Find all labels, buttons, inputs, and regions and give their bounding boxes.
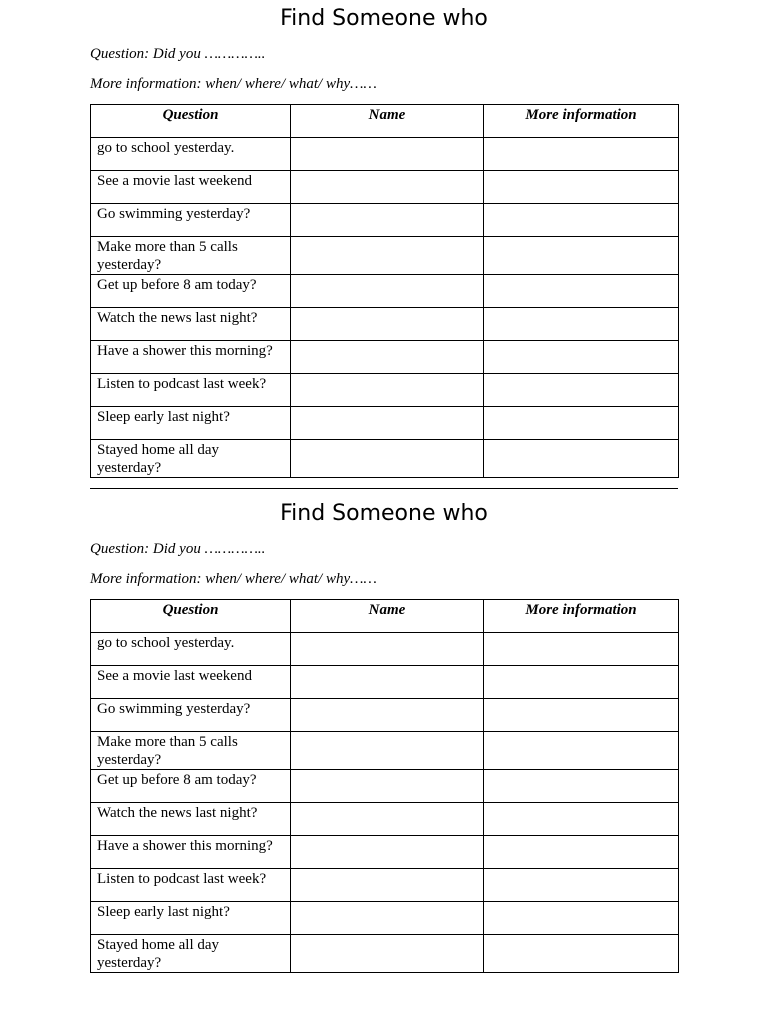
name-cell[interactable] — [291, 237, 484, 275]
question-cell: Listen to podcast last week? — [91, 374, 291, 407]
table-row — [91, 237, 679, 275]
name-cell[interactable] — [291, 935, 484, 973]
name-cell[interactable] — [291, 138, 484, 171]
column-header-more-information: More information — [484, 105, 679, 138]
more-information-cell[interactable] — [484, 902, 679, 935]
more-information-cell[interactable] — [484, 732, 679, 770]
more-information-cell[interactable] — [484, 308, 679, 341]
name-cell[interactable] — [291, 869, 484, 902]
find-someone-table — [90, 599, 679, 973]
more-information-cell[interactable] — [484, 171, 679, 204]
more-information-cell[interactable] — [484, 770, 679, 803]
question-cell: Watch the news last night? — [91, 803, 291, 836]
table-row — [91, 341, 679, 374]
more-information-cell[interactable] — [484, 869, 679, 902]
column-header-name: Name — [291, 600, 484, 633]
name-cell[interactable] — [291, 171, 484, 204]
question-cell: Make more than 5 calls yesterday? — [91, 732, 291, 770]
name-cell[interactable] — [291, 407, 484, 440]
table-header-row — [91, 105, 679, 138]
table-row — [91, 666, 679, 699]
more-information-cell[interactable] — [484, 633, 679, 666]
table-row — [91, 138, 679, 171]
more-information-cell[interactable] — [484, 204, 679, 237]
table-row — [91, 204, 679, 237]
table-row — [91, 732, 679, 770]
question-cell: See a movie last weekend — [91, 171, 291, 204]
table-row — [91, 935, 679, 973]
name-cell[interactable] — [291, 341, 484, 374]
table-row — [91, 171, 679, 204]
column-header-name: Name — [291, 105, 484, 138]
table-row — [91, 275, 679, 308]
table-header-row — [91, 600, 679, 633]
table-row — [91, 803, 679, 836]
question-instruction: Question: Did you ………….. — [90, 541, 266, 557]
table-row — [91, 699, 679, 732]
name-cell[interactable] — [291, 308, 484, 341]
table-row — [91, 902, 679, 935]
find-someone-table — [90, 104, 679, 478]
question-cell: Get up before 8 am today? — [91, 770, 291, 803]
name-cell[interactable] — [291, 633, 484, 666]
table-row — [91, 836, 679, 869]
more-information-cell[interactable] — [484, 699, 679, 732]
table-row — [91, 869, 679, 902]
question-cell: Make more than 5 calls yesterday? — [91, 237, 291, 275]
table-row — [91, 633, 679, 666]
name-cell[interactable] — [291, 902, 484, 935]
question-cell: See a movie last weekend — [91, 666, 291, 699]
column-header-more-information: More information — [484, 600, 679, 633]
more-information-cell[interactable] — [484, 237, 679, 275]
question-cell: Watch the news last night? — [91, 308, 291, 341]
name-cell[interactable] — [291, 803, 484, 836]
more-info-instruction: More information: when/ where/ what/ why…… — [90, 76, 377, 92]
name-cell[interactable] — [291, 440, 484, 478]
more-information-cell[interactable] — [484, 836, 679, 869]
question-cell: Get up before 8 am today? — [91, 275, 291, 308]
more-information-cell[interactable] — [484, 440, 679, 478]
name-cell[interactable] — [291, 699, 484, 732]
table-row — [91, 440, 679, 478]
question-cell: Have a shower this morning? — [91, 836, 291, 869]
page-title: Find Someone who — [280, 6, 488, 31]
name-cell[interactable] — [291, 275, 484, 308]
question-cell: Listen to podcast last week? — [91, 869, 291, 902]
question-cell: Have a shower this morning? — [91, 341, 291, 374]
more-information-cell[interactable] — [484, 138, 679, 171]
table-row — [91, 407, 679, 440]
more-information-cell[interactable] — [484, 341, 679, 374]
question-cell: Go swimming yesterday? — [91, 699, 291, 732]
name-cell[interactable] — [291, 836, 484, 869]
more-info-instruction: More information: when/ where/ what/ why…… — [90, 571, 377, 587]
more-information-cell[interactable] — [484, 666, 679, 699]
name-cell[interactable] — [291, 770, 484, 803]
name-cell[interactable] — [291, 732, 484, 770]
more-information-cell[interactable] — [484, 374, 679, 407]
question-cell: go to school yesterday. — [91, 138, 291, 171]
table-row — [91, 770, 679, 803]
question-cell: Stayed home all day yesterday? — [91, 440, 291, 478]
question-cell: go to school yesterday. — [91, 633, 291, 666]
page-title: Find Someone who — [280, 501, 488, 526]
question-cell: Sleep early last night? — [91, 407, 291, 440]
section-divider — [90, 488, 678, 489]
table-row — [91, 308, 679, 341]
name-cell[interactable] — [291, 204, 484, 237]
column-header-question: Question — [91, 600, 291, 633]
more-information-cell[interactable] — [484, 935, 679, 973]
question-instruction: Question: Did you ………….. — [90, 46, 266, 62]
question-cell: Stayed home all day yesterday? — [91, 935, 291, 973]
question-cell: Go swimming yesterday? — [91, 204, 291, 237]
column-header-question: Question — [91, 105, 291, 138]
question-cell: Sleep early last night? — [91, 902, 291, 935]
more-information-cell[interactable] — [484, 803, 679, 836]
more-information-cell[interactable] — [484, 407, 679, 440]
name-cell[interactable] — [291, 374, 484, 407]
table-row — [91, 374, 679, 407]
name-cell[interactable] — [291, 666, 484, 699]
more-information-cell[interactable] — [484, 275, 679, 308]
